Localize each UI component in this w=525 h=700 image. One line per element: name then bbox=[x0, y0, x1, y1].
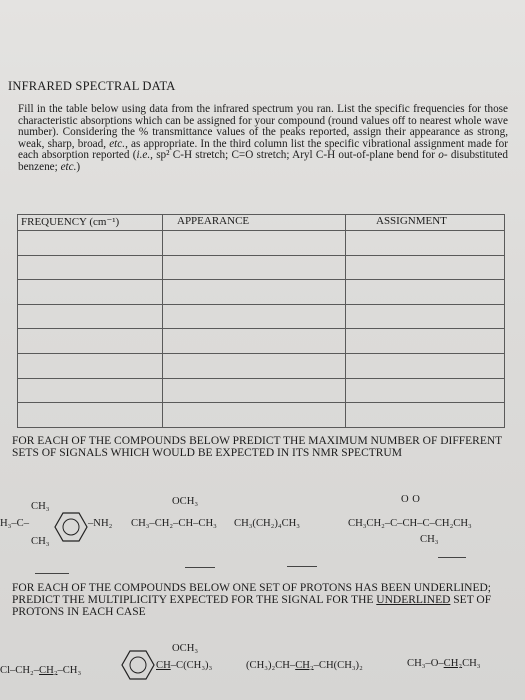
compound3-hexane: CH₃(CH₂)₄CH₃ bbox=[234, 518, 300, 529]
frequency-cell[interactable] bbox=[18, 231, 163, 256]
table-row bbox=[18, 280, 505, 305]
compound4-methyl: CH₃ bbox=[420, 534, 439, 545]
header-frequency: FREQUENCY (cm⁻¹) bbox=[18, 215, 163, 231]
table-row bbox=[18, 353, 505, 378]
appearance-cell[interactable] bbox=[163, 231, 346, 256]
compound1-top-methyl: CH₃ bbox=[31, 501, 50, 512]
instr-text-3: sp² C-H stretch; C=O stretch; Aryl C-H out-of-plane bend for bbox=[152, 149, 439, 162]
table-row bbox=[18, 329, 505, 354]
compound6 bbox=[156, 660, 212, 671]
table-row bbox=[18, 378, 505, 403]
instr-ortho: o- bbox=[438, 149, 448, 162]
answer-blank-2[interactable] bbox=[185, 567, 215, 568]
multiplicity-question bbox=[12, 583, 502, 618]
instructions-paragraph bbox=[18, 104, 508, 174]
compound6-part-b: –C(CH₃)₃ bbox=[170, 660, 213, 671]
frequency-cell[interactable] bbox=[18, 329, 163, 354]
assignment-cell[interactable] bbox=[346, 403, 505, 428]
appearance-cell[interactable] bbox=[163, 378, 346, 403]
compound5 bbox=[0, 665, 81, 676]
assignment-cell[interactable] bbox=[346, 280, 505, 305]
table-row bbox=[18, 231, 505, 256]
compound8-part-a: CH₃–O– bbox=[407, 658, 444, 669]
compound7-part-b: –CH(CH₃)₂ bbox=[313, 660, 363, 671]
benzene-ring-icon bbox=[54, 512, 88, 542]
table-row bbox=[18, 304, 505, 329]
instr-text-4: disubstituted benzene; bbox=[18, 149, 508, 173]
header-assignment: ASSIGNMENT bbox=[346, 215, 505, 231]
assignment-cell[interactable] bbox=[346, 255, 505, 280]
table-row bbox=[18, 255, 505, 280]
frequency-cell[interactable] bbox=[18, 304, 163, 329]
compound1-bottom-methyl: CH₃ bbox=[31, 536, 50, 547]
frequency-cell[interactable] bbox=[18, 353, 163, 378]
appearance-cell[interactable] bbox=[163, 403, 346, 428]
header-appearance: APPEARANCE bbox=[163, 215, 346, 231]
frequency-cell[interactable] bbox=[18, 403, 163, 428]
answer-blank-1[interactable] bbox=[35, 573, 69, 574]
compound7-underlined: CH₂ bbox=[295, 660, 314, 671]
instr-etc: etc. bbox=[109, 137, 126, 150]
frequency-cell[interactable] bbox=[18, 280, 163, 305]
compound6-underlined: CH bbox=[156, 660, 171, 671]
q2-text-b: SET OF PROTONS IN EACH CASE bbox=[12, 593, 492, 618]
ir-data-table bbox=[17, 214, 505, 428]
answer-blank-4[interactable] bbox=[438, 557, 466, 558]
instr-text-5: ) bbox=[76, 160, 81, 173]
compound4-diketone: CH₃CH₂–C–CH–C–CH₂CH₃ bbox=[348, 518, 472, 529]
compound1-amine: –NH₂ bbox=[88, 518, 113, 529]
instr-text-1: Fill in the table below using data from the infrared spectrum you ran. List the specific frequencies for those characteristic absorptions which can be assigned for your compound (round values off to nearest whole wave number). Considering the % transmittance values of the peaks reported, assign their appearance as strong, weak, sharp, broad, bbox=[18, 103, 508, 150]
compound5-underlined: CH₂ bbox=[39, 665, 58, 676]
q2-text-a: FOR EACH OF THE COMPOUNDS BELOW ONE SET OF PROTONS HAS BEEN UNDERLINED; PREDICT THE MULTIPLICITY EXPECTED FOR THE SIGNAL FOR THE bbox=[12, 582, 491, 606]
assignment-cell[interactable] bbox=[346, 329, 505, 354]
benzene-ring-icon bbox=[121, 650, 155, 680]
appearance-cell[interactable] bbox=[163, 255, 346, 280]
table-header-row bbox=[18, 215, 505, 231]
compound7 bbox=[246, 660, 363, 671]
compound5-part-a: Cl–CH₂– bbox=[0, 665, 40, 676]
section-title: INFRARED SPECTRAL DATA bbox=[8, 79, 176, 93]
assignment-cell[interactable] bbox=[346, 378, 505, 403]
compound5-part-b: –CH₃ bbox=[57, 665, 82, 676]
compound8-underlined: CH₂ bbox=[443, 658, 463, 669]
frequency-cell[interactable] bbox=[18, 255, 163, 280]
instr-etc-2: etc. bbox=[60, 160, 77, 173]
appearance-cell[interactable] bbox=[163, 304, 346, 329]
compound6-methoxy: OCH₃ bbox=[172, 643, 199, 654]
instr-ie: i.e., bbox=[136, 149, 153, 162]
nmr-signals-question: FOR EACH OF THE COMPOUNDS BELOW PREDICT THE MAXIMUM NUMBER OF DIFFERENT SETS OF SIGNALS WHICH WOULD BE EXPECTED IN ITS NMR SPECTRUM bbox=[12, 435, 502, 459]
compound7-part-a: (CH₃)₂CH– bbox=[246, 660, 296, 671]
appearance-cell[interactable] bbox=[163, 280, 346, 305]
answer-blank-3[interactable] bbox=[287, 566, 317, 567]
instr-text-2: , as appropriate. In the third column list the specific vibrational assignment made for each absorption reported ( bbox=[18, 137, 509, 162]
frequency-cell[interactable] bbox=[18, 378, 163, 403]
assignment-cell[interactable] bbox=[346, 231, 505, 256]
assignment-cell[interactable] bbox=[346, 304, 505, 329]
appearance-cell[interactable] bbox=[163, 353, 346, 378]
compound4-carbonyls: O O bbox=[401, 494, 421, 505]
assignment-cell[interactable] bbox=[346, 353, 505, 378]
compound8-part-b: CH₃ bbox=[462, 658, 481, 669]
compound2-chain: CH₃–CH₂–CH–CH₃ bbox=[131, 518, 217, 529]
compound2-methoxy: OCH₃ bbox=[172, 496, 199, 507]
compound1-tert-carbon: H₃–C– bbox=[0, 518, 30, 529]
compound8 bbox=[407, 658, 481, 669]
appearance-cell[interactable] bbox=[163, 329, 346, 354]
table-row bbox=[18, 403, 505, 428]
q2-underlined-word: UNDERLINED bbox=[376, 593, 451, 606]
